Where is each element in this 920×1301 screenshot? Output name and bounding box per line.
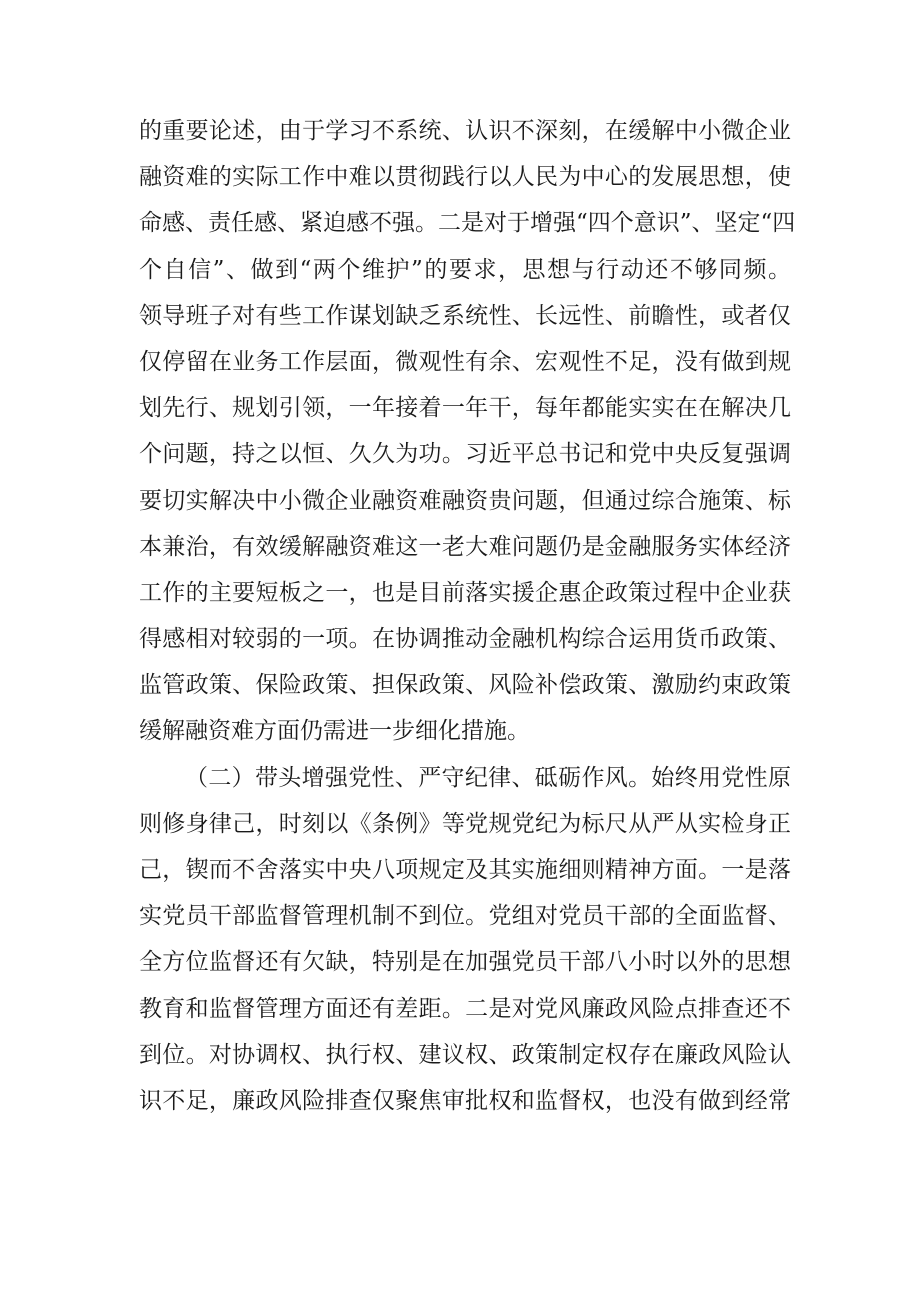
text-line: 实党员干部监督管理机制不到位。党组对党员干部的全面监督、 <box>139 903 791 930</box>
text-line: 个问题，持之以恒、久久为功。习近平总书记和党中央反复强调 <box>139 441 791 468</box>
text-line: 己，锲而不舍落实中央八项规定及其实施细则精神方面。一是落 <box>139 857 791 883</box>
text-line: 教育和监督管理方面还有差距。二是对党风廉政风险点排查还不 <box>139 995 791 1022</box>
text-line: 识不足，廉政风险排查仅聚焦审批权和监督权，也没有做到经常 <box>139 1087 791 1114</box>
document-body <box>139 108 796 1124</box>
text-line: 融资难的实际工作中难以贯彻践行以人民为中心的发展思想，使 <box>139 164 791 191</box>
text-line: 则修身律己，时刻以《条例》等党规党纪为标尺从严从实检身正 <box>139 810 791 837</box>
text-line: 工作的主要短板之一，也是目前落实援企惠企政策过程中企业获 <box>139 579 791 606</box>
paragraph-1 <box>139 108 796 755</box>
text-line: 监管政策、保险政策、担保政策、风险补偿政策、激励约束政策 <box>139 672 791 699</box>
text-line: 仅停留在业务工作层面，微观性有余、宏观性不足，没有做到规 <box>139 348 791 375</box>
text-line: 的重要论述，由于学习不系统、认识不深刻，在缓解中小微企业 <box>139 118 791 144</box>
text-line: 划先行、规划引领，一年接着一年干，每年都能实实在在解决几 <box>139 395 791 422</box>
text-line: 领导班子对有些工作谋划缺乏系统性、长远性、前瞻性，或者仅 <box>139 302 791 329</box>
text-line: 要切实解决中小微企业融资难融资贵问题，但通过综合施策、标 <box>139 487 791 514</box>
section-heading-line: （二）带头增强党性、严守纪律、砥砺作风。始终用党性原 <box>185 764 791 791</box>
text-line: 个自信”、做到“两个维护”的要求，思想与行动还不够同频。 <box>139 256 791 283</box>
paragraph-2 <box>139 755 791 1125</box>
text-line: 缓解融资难方面仍需进一步细化措施。 <box>139 718 530 745</box>
text-line: 全方位监督还有欠缺，特别是在加强党员干部八小时以外的思想 <box>139 949 791 976</box>
text-line: 得感相对较弱的一项。在协调推动金融机构综合运用货币政策、 <box>139 626 791 653</box>
text-line: 到位。对协调权、执行权、建议权、政策制定权存在廉政风险认 <box>139 1041 791 1068</box>
text-line: 本兼治，有效缓解融资难这一老大难问题仍是金融服务实体经济 <box>139 533 791 560</box>
text-line: 命感、责任感、紧迫感不强。二是对于增强“四个意识”、坚定“四 <box>139 210 796 237</box>
